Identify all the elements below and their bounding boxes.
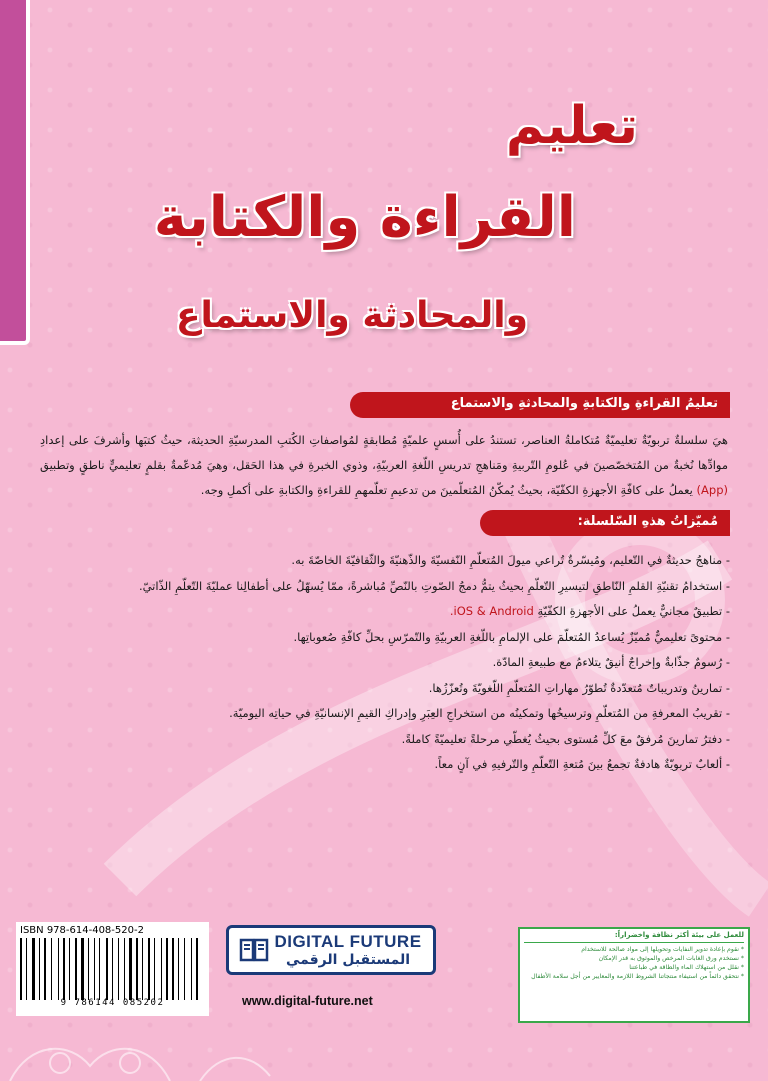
barcode-bar: [114, 938, 116, 1000]
barcode-bar: [88, 938, 89, 1000]
barcode-bar: [193, 938, 194, 1000]
barcode-bar: [161, 938, 162, 1000]
isbn-digits: 9 786144 085202: [60, 998, 165, 1008]
barcode-bar: [32, 938, 35, 1000]
platform-highlight: iOS & Android.: [449, 604, 534, 618]
barcode-bar: [71, 938, 73, 1000]
barcode-bar: [58, 938, 59, 1000]
barcode-bar: [139, 938, 140, 1000]
barcode-bar: [106, 938, 108, 1000]
barcode-bar: [120, 938, 122, 1000]
eco-box: [518, 927, 750, 1023]
feature-item: - دفترُ تمارينَ مُرفقٌ معَ كلِّ مُستوى بحيثُ يُغطّي مرحلةً تعليميّةً كاملةً.: [40, 727, 730, 752]
barcode-bar: [60, 938, 61, 1000]
feature-item: - تمارينُ وتدريباتٌ مُتعدّدةٌ تُطوّرُ مهاراتِ المُتعلّمِ اللّغويّةَ وتُعزّزُها.: [40, 676, 730, 701]
barcode-bar: [148, 938, 150, 1000]
spine-strip: [0, 0, 30, 345]
barcode-bar: [126, 938, 127, 1000]
eco-heading: للعمل على بيئة أكثر نظافة واخضراراً:: [524, 931, 744, 943]
publisher-name-ar: المستقبل الرقمي: [285, 952, 411, 968]
intro-paragraph: [40, 428, 728, 503]
barcode-bar: [112, 938, 113, 1000]
barcode-bar: [151, 938, 152, 1000]
barcode-bar: [191, 938, 192, 1000]
barcode-bar: [23, 938, 24, 1000]
barcode-bar: [154, 938, 155, 1000]
barcode-bar: [26, 938, 27, 1000]
barcode-bar: [39, 938, 40, 1000]
barcode-bar: [136, 938, 138, 1000]
publisher-name-en: DIGITAL FUTURE: [274, 932, 422, 951]
intro-text-1: هيَ سلسلةٌ تربويّةٌ تعليميّةٌ مُتكاملةُ العناصر، تستندُ على أُسسٍ علميّةٍ مُطابقةٍ لمُواصفاتِ الكُتبِ المدرسيّةِ الحديثة، حيثُ كتبَها وأشرفَ على إعدادِ موادِّها نُخبةٌ من المُتخصّصينَ في عُلومِ التّربيةِ ومَناهجِ تدريسِ اللّغةِ العربيّةِ، وذوي الخبرةِ في هذا الحَقل، وهيَ مُدعّمةٌ بقلمٍ تعليميٍّ ناطقٍ وتطبيق: [40, 433, 728, 472]
barcode-bar: [178, 938, 179, 1000]
feature-item: - تقريبُ المعرفةِ من المُتعلّمِ وترسيخُها وتمكينُه من استخراجِ العِبَرِ وإدراكِ القيمِ الإنسانيّةِ في حياتِه اليوميّة.: [40, 701, 730, 726]
barcode-bar: [53, 938, 56, 1000]
barcode-bar: [199, 938, 201, 1000]
floral-ornament: [0, 1021, 768, 1081]
barcode-bar: [75, 938, 77, 1000]
eco-item: * نتحقق دائماً من استيفاء منتجاتنا الشروط اللازمة والمعايير من أجل سلامة الأطفال: [524, 972, 744, 981]
barcode-bar: [90, 938, 92, 1000]
barcode-bar: [109, 938, 110, 1000]
barcode-bar: [133, 938, 134, 1000]
barcode-bar: [85, 938, 86, 1000]
barcode-bar: [36, 938, 37, 1000]
barcode-bar: [63, 938, 65, 1000]
eco-item: * نستخدم ورق الغابات المرخص والموثوق به قدر الإمكان: [524, 954, 744, 963]
barcode-bar: [129, 938, 132, 1000]
barcode-bar: [163, 938, 164, 1000]
barcode-bar: [69, 938, 70, 1000]
title-line-2: القراءة والكتابة: [153, 185, 576, 250]
barcode-bar: [142, 938, 143, 1000]
barcode-bar: [101, 938, 104, 1000]
book-icon: [237, 934, 271, 966]
title-line-3: والمحادثة والاستماع: [175, 295, 528, 336]
series-banner: تعليمُ القراءةِ والكتابةِ والمحادثةِ والاستماع: [350, 392, 730, 418]
barcode-bar: [186, 938, 189, 1000]
barcode-bar: [172, 938, 174, 1000]
barcode-bar: [169, 938, 170, 1000]
barcode-bar: [47, 938, 49, 1000]
isbn-label: ISBN 978-614-408-520-2: [20, 925, 144, 936]
barcode-bar: [66, 938, 67, 1000]
feature-item: - تطبيقٌ مجانيٌّ يعملُ على الأجهزةِ الكفّيّةِ iOS & Android.: [40, 599, 730, 624]
barcode-bar: [94, 938, 95, 1000]
publisher-url[interactable]: www.digital-future.net: [242, 994, 373, 1008]
barcode-bar: [196, 938, 198, 1000]
barcode-bar: [78, 938, 79, 1000]
barcode-bars: [20, 938, 205, 1000]
barcode-bar: [166, 938, 168, 1000]
feature-item: - رُسومٌ جذّابةٌ وإخراجٌ أنيقٌ يتلاءمُ مع طبيعةِ المادّة.: [40, 650, 730, 675]
publisher-logo: [226, 925, 436, 975]
eco-list: [524, 945, 744, 981]
barcode-bar: [175, 938, 176, 1000]
eco-item: * نقلل من استهلاك الماء والطاقة في طباعتنا: [524, 963, 744, 972]
barcode-bar: [51, 938, 52, 1000]
barcode-bar: [124, 938, 125, 1000]
intro-text-2: يعملُ على كافّةِ الأجهزةِ الكفّيّة، بحيثُ يُمكّنُ المُتعلّمينَ من تدعيمِ تعلّمهمِ للقراءةِ والكتابةِ على أكملِ وجه.: [200, 483, 697, 497]
feature-item: - مناهجُ حديثةٌ في التّعليم، ومُيسّرةٌ تُراعي ميولَ المُتعلّمِ النّفسيّةَ والذّهنيّةَ والثّقافيّةَ الخاصّةَ به.: [40, 548, 730, 573]
barcode-bar: [28, 938, 30, 1000]
barcode-bar: [184, 938, 185, 1000]
barcode-bar: [118, 938, 119, 1000]
features-list: [40, 548, 730, 778]
barcode-bar: [44, 938, 46, 1000]
barcode-bar: [156, 938, 159, 1000]
feature-item: - استخدامُ تقنيّةِ القلمِ النّاطقِ لتيسيرِ التّعلّمِ بحيثُ يتمُّ دمجُ الصّوتِ بالنّصِّ مُباشرةً، ممّا يُسهّلُ على أطفالِنا عمليّةَ التّعلّمِ الذّاتيّ.: [40, 574, 730, 599]
barcode-bar: [81, 938, 84, 1000]
isbn-barcode: [16, 922, 209, 1016]
barcode-bar: [41, 938, 42, 1000]
app-label: (App): [696, 483, 728, 497]
barcode-bar: [96, 938, 97, 1000]
barcode-bar: [99, 938, 100, 1000]
features-banner: مُميّزاتُ هذهِ السّلسلة:: [480, 510, 730, 536]
eco-item: * نقوم بإعادة تدوير النفايات وتحويلها إلى مواد صالحة للاستخدام: [524, 945, 744, 954]
feature-item: - ألعابٌ تربويّةٌ هادفةٌ تجمعُ بينَ مُتعةِ التّعلّمِ والتّرفيهِ في آنٍ معاً.: [40, 752, 730, 777]
feature-item: - محتوىً تعليميٌّ مُميّزٌ يُساعدُ المُتعلّمَ على الإلمامِ باللّغةِ العربيّةِ والتّمرّسِ بحلِّ كافّةِ صُعوباتِها.: [40, 625, 730, 650]
barcode-bar: [180, 938, 182, 1000]
barcode-bar: [144, 938, 146, 1000]
title-line-1: تعليم: [505, 96, 638, 156]
barcode-bar: [20, 938, 22, 1000]
